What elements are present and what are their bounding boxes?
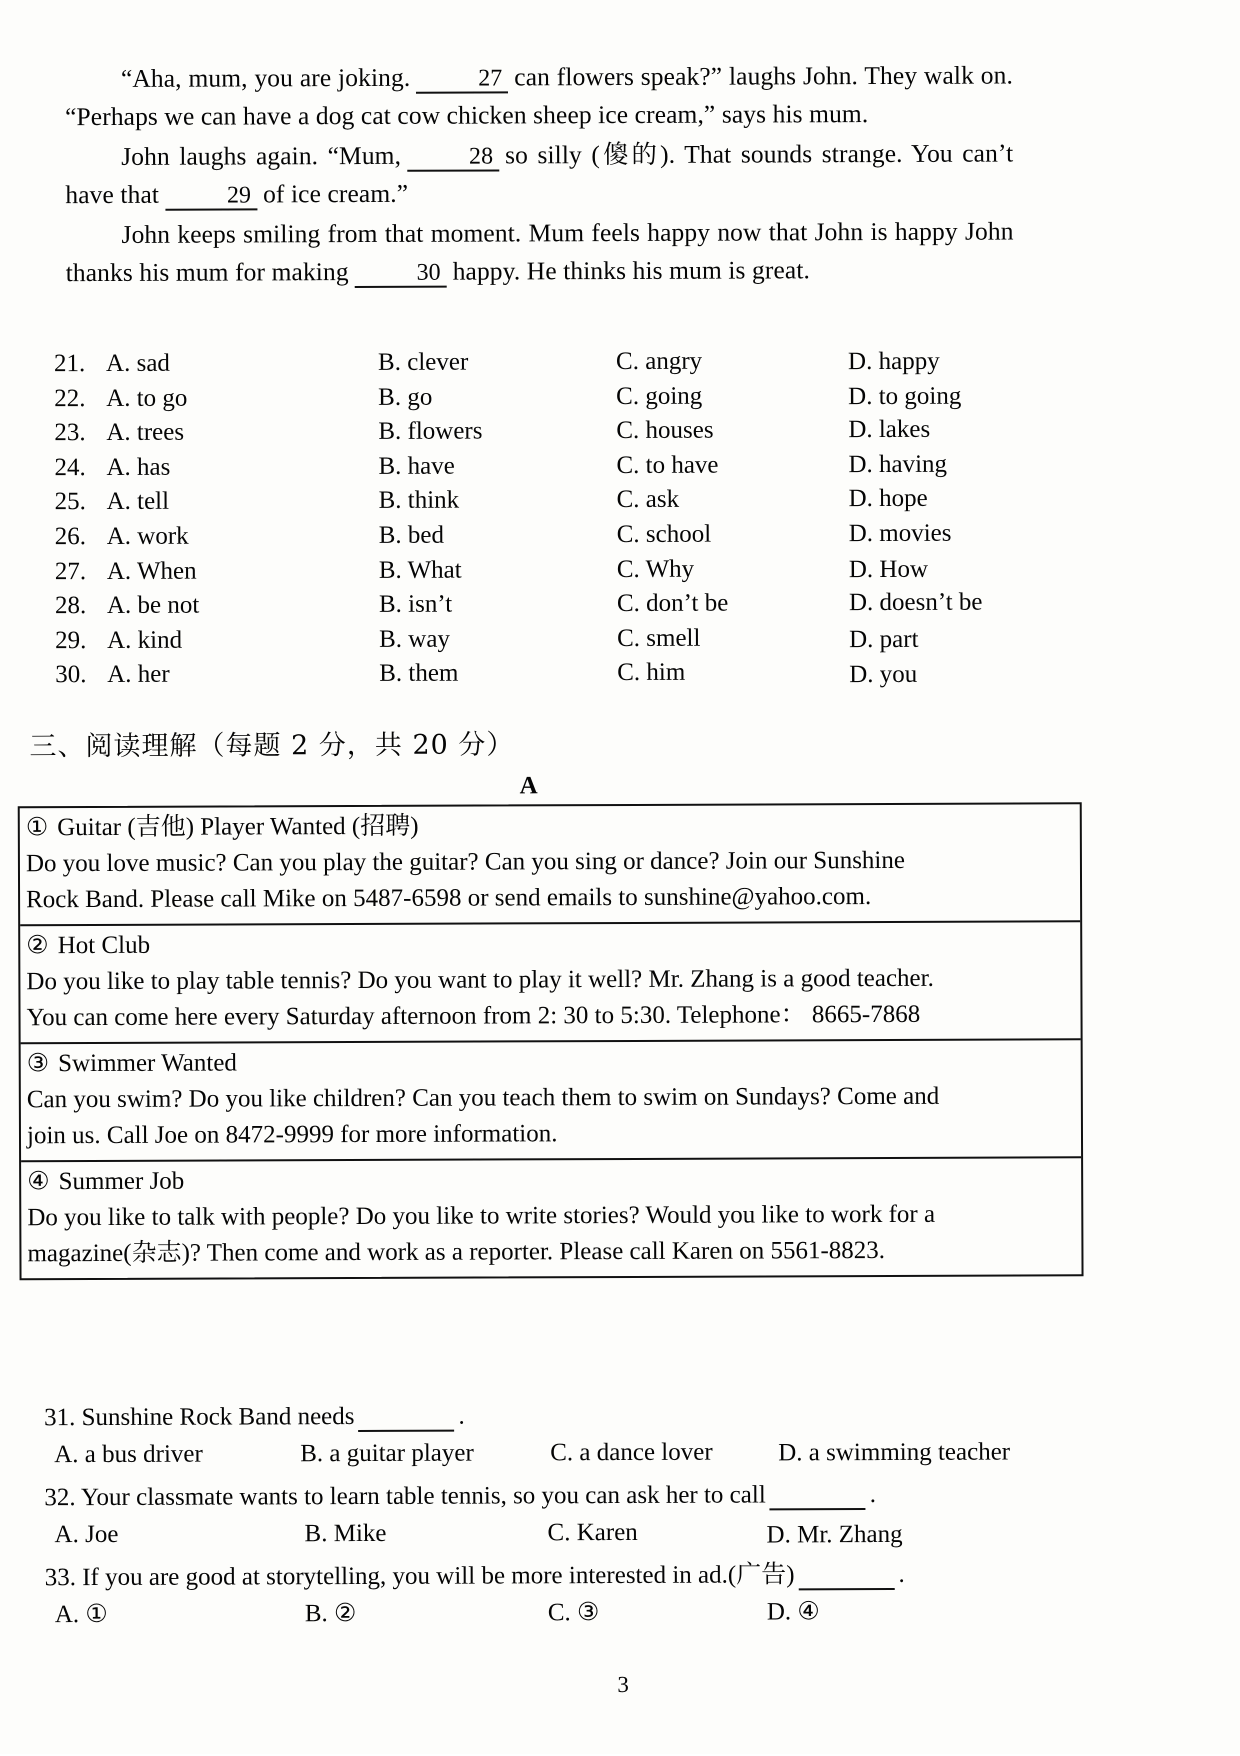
advertisement-body (27, 1196, 1075, 1272)
option-c[interactable]: C. houses (616, 416, 714, 445)
reading-question (44, 1476, 1054, 1554)
option-d[interactable]: D. How (848, 555, 929, 583)
question-number: 26. (54, 523, 86, 551)
circled-number-icon: ① (25, 814, 49, 842)
advertisement-line: Can you swim? Do you like children? Can you teach them to swim on Sundays? Come and (26, 1082, 940, 1114)
advertisement-line: You can come here every Saturday afternoon from 2: 30 to 5:30. Telephone： 8665-7868 (26, 1000, 921, 1032)
section-heading: 三、阅读理解（每题 2 分，共 20 分） (29, 729, 515, 763)
cloze-blank-30[interactable]: 30 (355, 261, 447, 289)
cloze-option-row (54, 381, 1034, 419)
option-a[interactable]: A. her (107, 661, 170, 689)
advertisement-title-text: Swimmer Wanted (58, 1049, 237, 1078)
advertisement-line: join us. Call Joe on 8472-9999 for more information. (26, 1120, 558, 1150)
option-a[interactable]: A. When (106, 557, 197, 585)
reading-question (44, 1396, 1054, 1474)
cloze-option-row (55, 623, 1035, 661)
advertisement-title (26, 925, 1074, 963)
option-d[interactable]: D. a swimming teacher (778, 1438, 1011, 1467)
circled-number-icon: ② (26, 932, 49, 960)
option-c[interactable]: C. smell (617, 624, 701, 652)
option-d[interactable]: D. doesn’t be (848, 588, 983, 617)
passage-text: John keeps smiling from that moment. Mum feels happy now that John is happy John thanks his mum for making (65, 216, 1014, 288)
question-stem (45, 1556, 1055, 1596)
passage-text: of ice cream.” (262, 178, 409, 209)
option-c[interactable]: C. a dance lover (550, 1438, 713, 1467)
passage-text: “Aha, mum, you are joking. (120, 62, 411, 93)
advertisement-line: Do you love music? Can you play the guitar? Can you sing or dance? Join our Sunshine (25, 846, 906, 878)
option-d[interactable]: D. ④ (766, 1598, 820, 1626)
option-a[interactable]: A. ① (54, 1600, 108, 1629)
advertisement-body (26, 842, 1074, 918)
option-b[interactable]: B. bed (378, 521, 445, 549)
option-a[interactable]: A. tell (106, 488, 170, 516)
option-c[interactable]: C. don’t be (616, 589, 729, 618)
option-c[interactable]: C. going (616, 382, 703, 410)
advertisement-line: Rock Band. Please call Mike on 5487-6598 or send emails to sunshine@yahoo.com. (26, 883, 872, 914)
cloze-option-row (54, 346, 1034, 384)
cloze-passage (65, 56, 1014, 294)
option-d[interactable]: D. happy (847, 347, 940, 376)
cloze-options-list (54, 346, 1035, 696)
cloze-option-row (55, 519, 1035, 557)
circled-number-icon: ③ (26, 1050, 50, 1078)
option-d[interactable]: D. movies (848, 519, 952, 548)
question-number: 29. (55, 626, 87, 654)
question-options (44, 1432, 1054, 1474)
part-letter: A (519, 772, 538, 800)
question-number: 30. (55, 661, 87, 689)
advertisement (20, 922, 1080, 1044)
question-stem-text: 33. If you are good at storytelling, you will be more interested in ad.(广告) (44, 1561, 795, 1592)
option-d[interactable]: D. Mr. Zhang (766, 1520, 903, 1549)
passage-text: John laughs again. “Mum, (121, 140, 402, 171)
advertisement (21, 1158, 1081, 1278)
option-c[interactable]: C. to have (616, 451, 719, 479)
advertisement (21, 1040, 1081, 1162)
passage-text: happy. He thinks his mum is great. (452, 255, 811, 286)
option-a[interactable]: A. has (106, 453, 171, 481)
option-b[interactable]: B. have (378, 452, 455, 480)
question-options (45, 1592, 1055, 1634)
advertisement-body (27, 1078, 1075, 1154)
cloze-option-row (55, 485, 1035, 523)
option-a[interactable]: A. trees (106, 418, 185, 447)
option-b[interactable]: B. a guitar player (300, 1439, 474, 1468)
question-number: 27. (54, 557, 87, 585)
advertisement-title-text: Guitar (吉他) Player Wanted (招聘) (57, 812, 419, 842)
option-d[interactable]: D. you (849, 661, 918, 689)
option-b[interactable]: B. think (378, 486, 460, 515)
cloze-blank-28[interactable]: 28 (407, 144, 499, 172)
advertisement-line: magazine(杂志)? Then come and work as a reporter. Please call Karen on 5561-8823. (27, 1236, 886, 1268)
option-b[interactable]: B. clever (377, 348, 469, 376)
question-stem-suffix: . (458, 1402, 465, 1430)
option-d[interactable]: D. having (848, 450, 948, 478)
advertisement-title (27, 1043, 1075, 1081)
question-number: 28. (54, 592, 87, 620)
question-stem (44, 1476, 1054, 1516)
option-a[interactable]: A. Joe (54, 1520, 119, 1549)
advertisement-line: Do you like to play table tennis? Do you want to play it well? Mr. Zhang is a good teacher. (26, 964, 934, 996)
question-stem-suffix: . (869, 1481, 877, 1509)
option-a[interactable]: A. be not (106, 591, 200, 620)
option-b[interactable]: B. isn’t (378, 590, 453, 619)
option-b[interactable]: B. What (378, 556, 462, 584)
cloze-option-row (55, 658, 1035, 696)
advertisement (20, 804, 1080, 926)
option-b[interactable]: B. way (379, 625, 450, 653)
option-c[interactable]: C. school (616, 520, 712, 548)
passage-paragraph (65, 212, 1013, 292)
advertisement-line: Do you like to talk with people? Do you like to write stories? Would you like to work for a (27, 1200, 936, 1232)
answer-blank[interactable] (358, 1404, 454, 1433)
answer-blank[interactable] (770, 1482, 866, 1511)
option-d[interactable]: D. to going (848, 382, 962, 410)
cloze-option-row (55, 589, 1035, 627)
option-b[interactable]: B. go (378, 383, 433, 411)
answer-blank[interactable] (798, 1562, 894, 1591)
question-number: 23. (54, 419, 86, 447)
option-a[interactable]: A. sad (105, 349, 170, 377)
question-number: 21. (53, 350, 86, 378)
question-stem-text: 31. Sunshine Rock Band needs (44, 1403, 355, 1432)
option-a[interactable]: A. a bus driver (54, 1440, 203, 1469)
option-c[interactable]: C. ③ (547, 1599, 600, 1627)
cloze-blank-27[interactable]: 27 (416, 66, 508, 94)
option-a[interactable]: A. work (106, 522, 189, 550)
option-b[interactable]: B. them (379, 659, 459, 688)
reading-question (45, 1556, 1055, 1634)
option-a[interactable]: A. to go (106, 384, 188, 412)
advertisement-body (26, 960, 1074, 1036)
option-d[interactable]: D. part (849, 625, 919, 653)
option-d[interactable]: D. hope (848, 485, 928, 513)
circled-number-icon: ④ (27, 1168, 50, 1196)
option-c[interactable]: C. angry (615, 347, 703, 376)
page-number: 3 (617, 1671, 629, 1698)
question-options (44, 1512, 1054, 1554)
question-stem-suffix: . (898, 1560, 905, 1588)
question-stem (44, 1396, 1054, 1436)
passage-text: so silly (傻的). That sounds strange. You can’t have that (65, 138, 1014, 210)
passage-paragraph (65, 56, 1013, 136)
advertisement-title (26, 807, 1074, 845)
passage-text: can flowers speak?” laughs John. They walk on. “Perhaps we can have a dog cat cow chicken sheep ice cream,” says his mum. (65, 60, 1013, 132)
option-c[interactable]: C. him (617, 659, 686, 687)
option-c[interactable]: C. Why (616, 555, 695, 583)
question-stem-text: 32. Your classmate wants to learn table tennis, so you can ask her to call (44, 1481, 766, 1512)
cloze-option-row (54, 450, 1034, 488)
option-b[interactable]: B. Mike (304, 1519, 387, 1548)
cloze-option-row (55, 554, 1035, 592)
question-number: 24. (54, 453, 86, 481)
option-a[interactable]: A. kind (107, 626, 183, 654)
advertisement-title-text: Hot Club (57, 931, 151, 960)
question-number: 22. (54, 384, 86, 412)
option-c[interactable]: C. ask (616, 486, 680, 514)
option-b[interactable]: B. flowers (378, 417, 483, 446)
option-c[interactable]: C. Karen (547, 1518, 638, 1547)
advertisement-title-text: Summer Job (58, 1167, 185, 1196)
option-b[interactable]: B. ② (304, 1600, 357, 1628)
cloze-blank-29[interactable]: 29 (165, 183, 257, 211)
cloze-option-row (54, 416, 1034, 454)
option-d[interactable]: D. lakes (848, 415, 931, 444)
question-number: 25. (54, 488, 86, 516)
advertisement-title (27, 1161, 1075, 1199)
advertisements-box (18, 802, 1084, 1280)
passage-paragraph (65, 134, 1013, 214)
